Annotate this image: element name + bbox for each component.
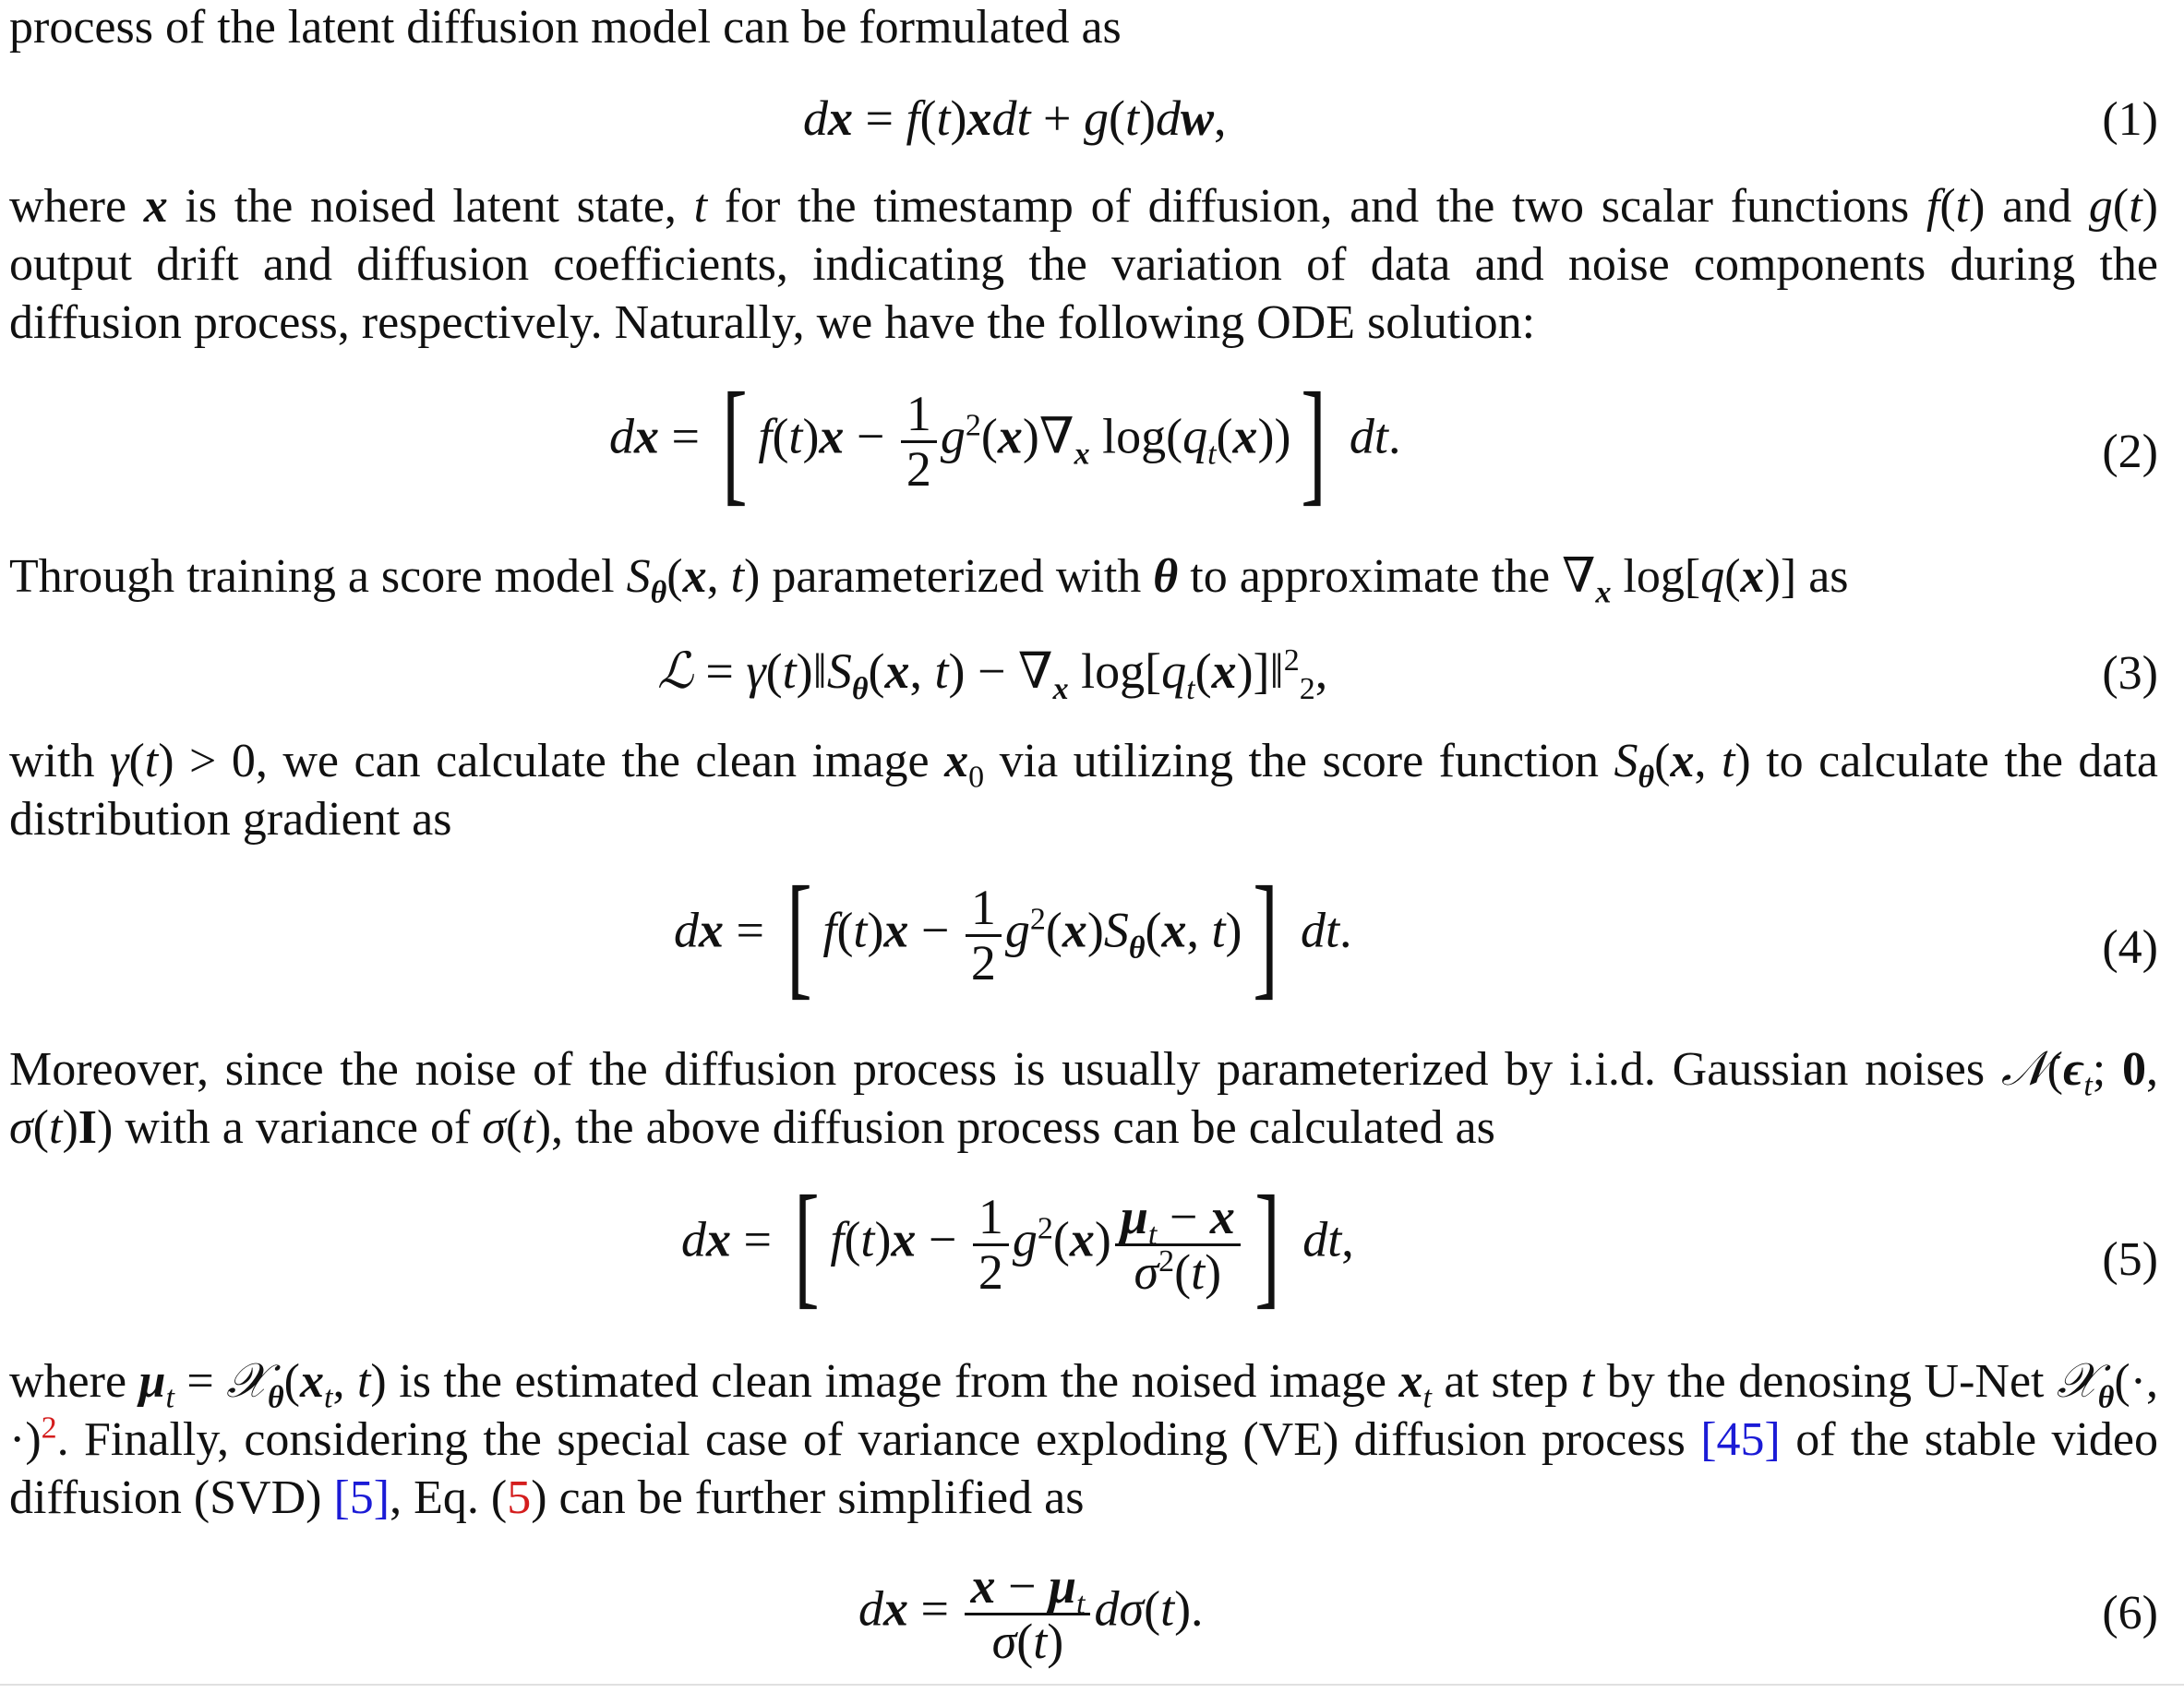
- citation-link[interactable]: [45]: [1700, 1413, 1781, 1466]
- equation-3-number: (3): [2102, 647, 2158, 700]
- text-segment: , we can calculate the clean image: [255, 735, 945, 787]
- equation-2-number: (2): [2102, 426, 2158, 478]
- paragraph-score-model: Through training a score model $S_\theta(x$, t) parameterized with θ to approximate the $\nabla_x$ log[q(x)] as: [9, 550, 1849, 610]
- equation-4: dx = [ f(t)x − $\frac{1}{2}$ $g^2(x)S_\theta(x$, t)] dt.: [674, 859, 1352, 1013]
- paragraph-ve-diffusion: where $\mu_t$ = $𝒳_\theta(x_t$, t) is the estimated clean image from the noised image $x_t$ at step t by the denosing U-Net 𝒳$_\theta$(·, ·)$^2$. Finally, considering the special case of variance exploding (VE) diffusion process [45] of the stable video diffusion (SVD) [5], Eq. (5) can be further simplified as: [9, 1355, 2159, 1524]
- text-segment: with: [9, 735, 110, 787]
- paragraph-intro: [9, 0, 2158, 56]
- equation-1-number: (1): [2102, 93, 2158, 146]
- text-segment: where: [9, 180, 144, 233]
- equation-4-number: (4): [2102, 921, 2158, 974]
- text-segment: is the noised latent state,: [167, 180, 694, 233]
- equation-1: dx = f(t)xdt + g(t)dw,: [803, 90, 1227, 146]
- text-segment: via utilizing the score function: [984, 735, 1614, 787]
- text-segment: to calculate the data distribution gradient as: [9, 735, 2159, 846]
- text-segment: at step: [1431, 1355, 1581, 1408]
- text-segment: and: [1985, 180, 2089, 233]
- paragraph-text: process of the latent diffusion model can be formulated as: [9, 1, 1122, 54]
- text-segment: parameterized with: [760, 550, 1154, 603]
- equation-6-number: (6): [2102, 1587, 2158, 1639]
- equation-6: dx = $\frac{x - \mu_t}{\sigma(t)}$ dσ(t).: [858, 1558, 1204, 1669]
- bottom-divider: [0, 1684, 2184, 1686]
- text-segment: for the timestamp of diffusion, and the two scalar functions: [707, 180, 1926, 233]
- text-segment: as: [1796, 550, 1849, 603]
- text-segment: where: [9, 1355, 139, 1408]
- paragraph-gaussian-noise: Moreover, since the noise of the diffusion process is usually parameterized by i.i.d. Gaussian noises $𝒩(\epsilon_t$; 0, σ(t)I) with a variance of σ(t), the above diffusion process can be calculated as: [9, 1043, 2158, 1154]
- text-segment: is the estimated clean image from the noised image: [386, 1355, 1399, 1408]
- text-segment: , Eq. (: [390, 1471, 508, 1524]
- text-segment: to approximate the: [1178, 550, 1563, 603]
- footnote-marker[interactable]: 2: [41, 1411, 57, 1446]
- equation-reference-link[interactable]: 5: [507, 1471, 532, 1524]
- text-segment: , the above diffusion process can be calculated as: [551, 1101, 1495, 1154]
- text-segment: of the stable video diffusion (SVD): [9, 1413, 2158, 1524]
- equation-5-number: (5): [2102, 1233, 2158, 1286]
- paragraph-ode: where x is the noised latent state, t for the timestamp of diffusion, and the two scalar functions f(t) and g(t) output drift and diffusion coefficients, indicating the variation of data and noise components during the diffusion process, respectively. Naturally, we have the following ODE solution:: [9, 180, 2158, 349]
- equation-5: dx = [ f(t)x − $\frac{1}{2}$ $g^2(x)$ $\frac{\mu_t - x}{\sigma^2(t)}$ ] dt,: [681, 1168, 1354, 1322]
- equation-3: ℒ = $\gamma(t)‖S_\theta(x$, $t) - \nabla_x$ $\log[q_t(x)]‖^2_2$,: [657, 643, 1328, 706]
- text-segment: output drift and diffusion coefficients, indicating the variation of data and noise components during the diffusion process, respectively. Naturally, we have the following ODE solution:: [9, 238, 2158, 349]
- equation-2: dx = [ f(t)x − $\frac{1}{2}$ $g^2(x)\nabla_x$ $\log(q_t(x))$] dt.: [609, 365, 1401, 519]
- text-segment: Through training a score model: [9, 550, 627, 603]
- text-segment: with a variance of: [113, 1101, 483, 1154]
- text-segment: by the denosing U-Net: [1594, 1355, 2057, 1408]
- text-segment: ) can be further simplified as: [531, 1471, 1085, 1524]
- paragraph-clean-image: with γ(t) > 0, we can calculate the clean image $x_0$ via utilizing the score function $S_\theta(x$, t) to calculate the data distribution gradient as: [9, 735, 2159, 846]
- text-segment: . Finally, considering the special case of variance exploding (VE) diffusion process: [56, 1413, 1701, 1466]
- text-segment: Moreover, since the noise of the diffusion process is usually parameterized by i.i.d. Gaussian noises: [9, 1043, 2001, 1096]
- citation-link[interactable]: [5]: [333, 1471, 390, 1524]
